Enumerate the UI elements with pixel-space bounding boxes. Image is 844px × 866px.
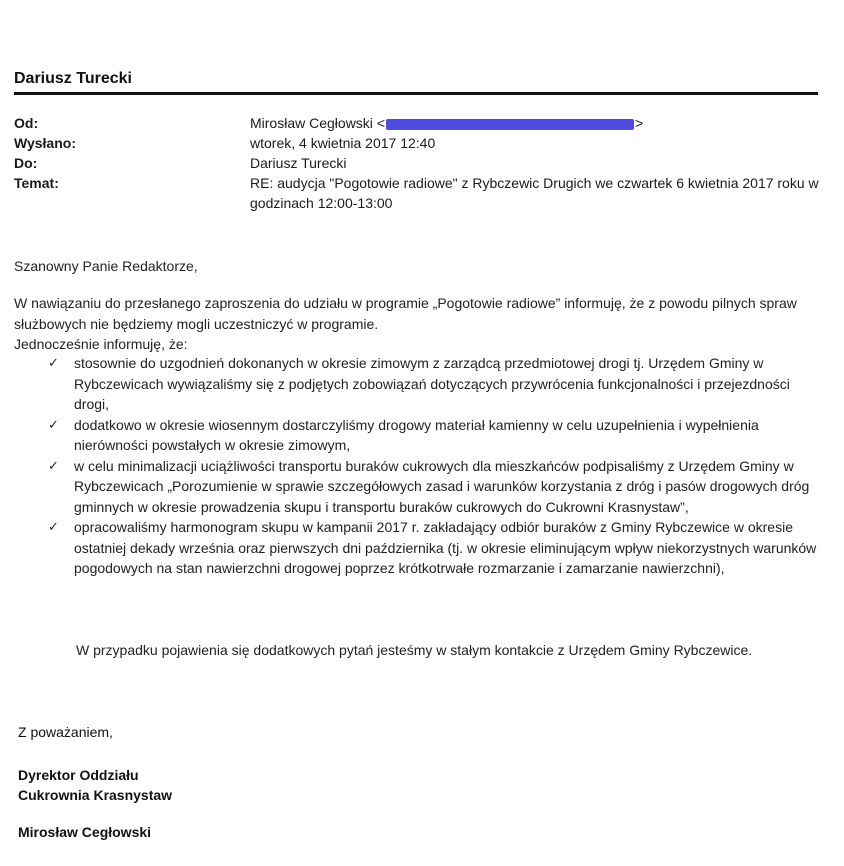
checkmark-icon: ✓ [48, 457, 59, 473]
from-email-close: > [635, 115, 644, 131]
header-divider [14, 92, 818, 95]
list-item [48, 517, 818, 579]
to-value: Dariusz Turecki [250, 155, 347, 171]
list-item-text: dodatkowo w okresie wiosennym dostarczyliśmy drogowy materiał kamienny w celu uzupełnienia i wypełnienia nierówności powstałych w okresie zimowym, [74, 416, 759, 453]
signature-name: Mirosław Cegłowski [18, 824, 152, 840]
subject-value: RE: audycja "Pogotowie radiowe" z Rybczewic Drugich we czwartek 6 kwietnia 2017 roku w godzinach 12:00-13:00 [250, 175, 819, 211]
to-label: Do: [14, 155, 38, 171]
list-item-text: opracowaliśmy harmonogram skupu w kampanii 2017 r. zakładający odbiór buraków z Gminy Rybczewice w okresie ostatniej dekady września oraz pierwszych dni października (tj. w okresie eliminującym wpływ niekorzystnych warunków pogodowych na stan nawierzchni drogowej poprzez krótkotrwałe rozmarzanie i zamarzanie nawierzchni), [74, 519, 817, 576]
list-item-text: w celu minimalizacji uciążliwości transportu buraków cukrowych dla mieszkańców podpisaliśmy z Urzędem Gminy w Rybczewicach „Porozumienie w sprawie szczegółowych zasad i warunków korzystania z dróg i pasów drogowych dróg gminnych w okresie prowadzenia skupu i transportu buraków cukrowych do Cukrowni Krasnystaw”, [74, 457, 810, 515]
list-item [48, 456, 818, 518]
redacted-email [386, 119, 634, 130]
from-label: Od: [14, 115, 39, 131]
from-name: Mirosław Cegłowski [250, 115, 373, 131]
sent-label: Wysłano: [14, 135, 76, 151]
from-value [250, 113, 820, 133]
sent-value: wtorek, 4 kwietnia 2017 12:40 [250, 135, 436, 151]
checkmark-icon: ✓ [48, 416, 59, 432]
signature-title: Dyrektor Oddziału [18, 767, 139, 783]
checkmark-icon: ✓ [48, 355, 59, 370]
paragraph-closing: W przypadku pojawienia się dodatkowych pytań jesteśmy w stałym kontakcie z Urzędem Gminy Rybczewice. [76, 642, 753, 658]
list-item [48, 353, 818, 415]
list-item [48, 415, 818, 456]
regards: Z poważaniem, [18, 724, 113, 740]
checkmark-icon: ✓ [48, 519, 59, 534]
signature-company: Cukrownia Krasnystaw [18, 787, 173, 803]
paragraph-list-intro: Jednocześnie informuję, że: [14, 336, 188, 352]
sender-name: Dariusz Turecki [14, 70, 132, 87]
from-email-open: < [376, 115, 385, 131]
paragraph-intro: W nawiązaniu do przesłanego zaproszenia do udziału w programie „Pogotowie radiowe” informuję, że z powodu pilnych spraw służbowych nie będziemy mogli uczestniczyć w programie. [14, 295, 797, 332]
bullet-list [48, 353, 818, 579]
list-item-text: stosownie do uzgodnień dokonanych w okresie zimowym z zarządcą przedmiotowej drogi tj. Urzędem Gminy w Rybczewicach wywiązaliśmy się z podjętych zobowiązań dotyczących przywrócenia funkcjonalności i przejezdności drogi, [74, 355, 790, 412]
greeting: Szanowny Panie Redaktorze, [14, 258, 198, 274]
subject-label: Temat: [14, 175, 59, 191]
